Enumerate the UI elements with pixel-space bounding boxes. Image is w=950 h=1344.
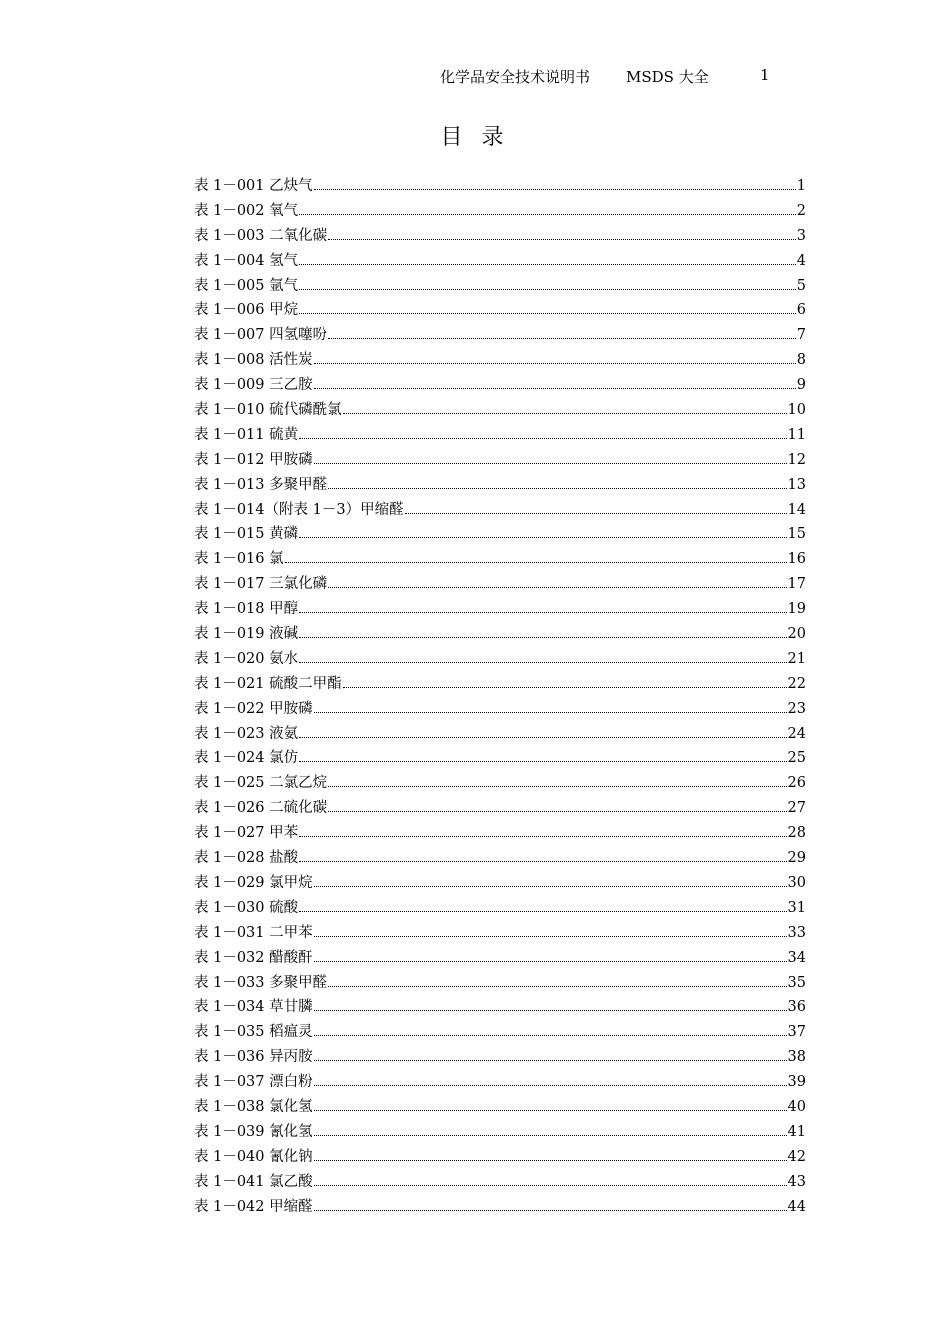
toc-entry-label: 表 1－024 氯仿 (194, 750, 299, 767)
toc-entry-label: 表 1－025 二氯乙烷 (194, 775, 328, 792)
toc-entry-page: 15 (787, 526, 806, 543)
toc-entry[interactable] (194, 498, 806, 523)
toc-dot-leader (314, 712, 787, 713)
toc-entry[interactable] (194, 896, 806, 921)
toc-entry-page: 27 (787, 800, 806, 817)
toc-entry-page: 33 (787, 924, 806, 941)
toc-entry[interactable] (194, 597, 806, 622)
toc-entry-page: 2 (796, 202, 806, 219)
toc-entry-page: 30 (787, 874, 806, 891)
toc-entry-page: 10 (787, 402, 806, 419)
toc-entry-label: 表 1－001 乙炔气 (194, 178, 313, 194)
toc-entry[interactable] (194, 921, 806, 946)
toc-entry-page: 20 (787, 626, 806, 643)
toc-entry-page: 16 (787, 551, 806, 568)
toc-entry[interactable] (194, 1170, 806, 1195)
toc-entry-page: 11 (787, 426, 806, 443)
toc-entry[interactable] (194, 522, 806, 547)
toc-dot-leader (314, 1010, 787, 1011)
toc-entry-page: 22 (787, 675, 806, 692)
toc-entry[interactable] (194, 572, 806, 597)
toc-dot-leader (314, 1210, 787, 1211)
toc-dot-leader (343, 413, 787, 414)
toc-entry-page: 37 (787, 1024, 806, 1041)
toc-entry-page: 38 (787, 1049, 806, 1066)
toc-entry-page: 5 (796, 277, 806, 294)
toc-entry[interactable] (194, 1145, 806, 1170)
toc-dot-leader (314, 1035, 787, 1036)
toc-entry-label: 表 1－012 甲胺磷 (194, 451, 313, 468)
toc-entry[interactable] (194, 1120, 806, 1145)
toc-entry-label: 表 1－034 草甘膦 (194, 999, 313, 1016)
toc-dot-leader (285, 562, 787, 563)
toc-entry-label: 表 1－011 硫黄 (194, 426, 299, 443)
toc-dot-leader (328, 986, 786, 987)
toc-entry-label: 表 1－022 甲胺磷 (194, 700, 313, 717)
toc-dot-leader (328, 811, 786, 812)
toc-entry-label: 表 1－021 硫酸二甲酯 (194, 675, 342, 692)
toc-dot-leader (314, 961, 787, 962)
toc-entry[interactable] (194, 722, 806, 747)
toc-dot-leader (299, 637, 786, 638)
toc-entry-label: 表 1－031 二甲苯 (194, 924, 313, 941)
toc-dot-leader (314, 363, 796, 364)
toc-entry-page: 26 (787, 775, 806, 792)
toc-dot-leader (299, 264, 796, 265)
toc-entry-page: 12 (787, 451, 806, 468)
toc-entry-label: 表 1－005 氩气 (194, 277, 299, 294)
toc-entry-label: 表 1－019 液碱 (194, 626, 299, 643)
toc-entry[interactable] (194, 846, 806, 871)
toc-entry-label: 表 1－040 氰化钠 (194, 1148, 313, 1165)
toc-entry-page: 4 (796, 252, 806, 269)
toc-entry-page: 9 (796, 377, 806, 394)
toc-entry-page: 40 (787, 1098, 806, 1115)
toc-entry-page: 36 (787, 999, 806, 1016)
toc-entry-page: 17 (787, 576, 806, 593)
toc-entry-page: 1 (796, 178, 806, 194)
toc-entry[interactable] (194, 647, 806, 672)
toc-entry-page: 25 (787, 750, 806, 767)
toc-entry[interactable] (194, 746, 806, 771)
toc-entry-label: 表 1－016 氯 (194, 551, 284, 568)
toc-entry-page: 21 (787, 650, 806, 667)
toc-entry[interactable] (194, 249, 806, 274)
toc-dot-leader (314, 1160, 787, 1161)
toc-entry-label: 表 1－027 甲苯 (194, 825, 299, 842)
toc-dot-leader (328, 587, 786, 588)
toc-entry-label: 表 1－039 氰化氢 (194, 1123, 313, 1140)
toc-entry-page: 39 (787, 1074, 806, 1091)
toc-dot-leader (299, 313, 796, 314)
toc-entry-page: 44 (787, 1198, 806, 1215)
toc-dot-leader (299, 214, 796, 215)
toc-entry-page: 14 (787, 501, 806, 518)
toc-entry[interactable] (194, 622, 806, 647)
toc-entry[interactable] (194, 946, 806, 971)
toc-entry-page: 35 (787, 974, 806, 991)
toc-entry[interactable] (194, 199, 806, 224)
toc-entry[interactable] (194, 1095, 806, 1120)
toc-entry[interactable] (194, 473, 806, 498)
toc-dot-leader (299, 761, 786, 762)
toc-entry-label: 表 1－042 甲缩醛 (194, 1198, 313, 1215)
toc-entry[interactable] (194, 995, 806, 1020)
toc-entry[interactable] (194, 398, 806, 423)
toc-entry-label: 表 1－013 多聚甲醛 (194, 476, 328, 493)
toc-dot-leader (299, 662, 786, 663)
toc-entry-page: 29 (787, 850, 806, 867)
toc-entry-label: 表 1－008 活性炭 (194, 352, 313, 369)
toc-dot-leader (314, 388, 796, 389)
toc-entry-label: 表 1－028 盐酸 (194, 850, 299, 867)
toc-dot-leader (314, 189, 796, 190)
toc-entry[interactable] (194, 1195, 806, 1220)
toc-dot-leader (405, 513, 787, 514)
toc-entry-page: 19 (787, 601, 806, 618)
toc-entry-label: 表 1－014（附表 1－3）甲缩醛 (194, 501, 404, 518)
toc-dot-leader (314, 1185, 787, 1186)
toc-dot-leader (299, 836, 786, 837)
header-subtitle: MSDS 大全 (626, 68, 709, 86)
toc-entry-label: 表 1－007 四氢噻吩 (194, 327, 328, 344)
toc-dot-leader (328, 239, 796, 240)
toc-dot-leader (314, 886, 787, 887)
toc-dot-leader (314, 1135, 787, 1136)
toc-entry-label: 表 1－002 氧气 (194, 202, 299, 219)
toc-entry-label: 表 1－017 三氯化磷 (194, 576, 328, 593)
toc-list (194, 174, 806, 1219)
toc-entry-page: 28 (787, 825, 806, 842)
toc-dot-leader (328, 338, 796, 339)
toc-entry-page: 23 (787, 700, 806, 717)
toc-entry-page: 42 (787, 1148, 806, 1165)
toc-entry[interactable] (194, 323, 806, 348)
toc-entry-label: 表 1－010 硫代磷酰氯 (194, 402, 342, 419)
toc-dot-leader (299, 289, 796, 290)
toc-entry[interactable] (194, 1070, 806, 1095)
toc-entry-page: 13 (787, 476, 806, 493)
toc-dot-leader (299, 911, 786, 912)
toc-entry-page: 24 (787, 725, 806, 742)
toc-entry-page: 31 (787, 899, 806, 916)
toc-entry[interactable] (194, 348, 806, 373)
toc-dot-leader (314, 936, 787, 937)
toc-entry[interactable] (194, 373, 806, 398)
toc-dot-leader (299, 438, 786, 439)
toc-entry-page: 34 (787, 949, 806, 966)
toc-entry-label: 表 1－015 黄磷 (194, 526, 299, 543)
toc-entry-page: 3 (796, 227, 806, 244)
toc-entry-label: 表 1－032 醋酸酐 (194, 949, 313, 966)
toc-entry-page: 41 (787, 1123, 806, 1140)
toc-entry-page: 7 (796, 327, 806, 344)
toc-entry[interactable] (194, 796, 806, 821)
toc-entry[interactable] (194, 821, 806, 846)
toc-entry[interactable] (194, 174, 806, 199)
toc-dot-leader (314, 1060, 787, 1061)
toc-entry[interactable] (194, 298, 806, 323)
toc-entry[interactable] (194, 871, 806, 896)
toc-dot-leader (299, 612, 786, 613)
toc-entry-label: 表 1－029 氯甲烷 (194, 874, 313, 891)
toc-entry-label: 表 1－018 甲醇 (194, 601, 299, 618)
toc-entry-label: 表 1－026 二硫化碳 (194, 800, 328, 817)
toc-entry[interactable] (194, 1020, 806, 1045)
toc-entry[interactable] (194, 448, 806, 473)
toc-entry[interactable] (194, 224, 806, 249)
page-header (0, 66, 950, 90)
toc-dot-leader (314, 463, 787, 464)
toc-dot-leader (299, 861, 786, 862)
toc-entry[interactable] (194, 771, 806, 796)
toc-title: 目 录 (440, 125, 510, 150)
toc-entry-label: 表 1－037 漂白粉 (194, 1074, 313, 1091)
toc-entry-label: 表 1－033 多聚甲醛 (194, 974, 328, 991)
toc-dot-leader (328, 786, 786, 787)
toc-entry[interactable] (194, 423, 806, 448)
toc-entry-label: 表 1－004 氢气 (194, 252, 299, 269)
toc-entry[interactable] (194, 697, 806, 722)
toc-dot-leader (328, 488, 786, 489)
toc-entry-page: 6 (796, 302, 806, 319)
toc-entry[interactable] (194, 971, 806, 996)
toc-entry[interactable] (194, 274, 806, 299)
toc-entry-label: 表 1－041 氯乙酸 (194, 1173, 313, 1190)
toc-entry-page: 8 (796, 352, 806, 369)
toc-dot-leader (314, 1085, 787, 1086)
toc-entry-label: 表 1－038 氯化氢 (194, 1098, 313, 1115)
toc-entry[interactable] (194, 547, 806, 572)
toc-entry[interactable] (194, 1045, 806, 1070)
toc-dot-leader (343, 687, 787, 688)
toc-entry-label: 表 1－006 甲烷 (194, 302, 299, 319)
toc-dot-leader (299, 537, 786, 538)
header-page-number: 1 (760, 66, 770, 84)
toc-entry-label: 表 1－023 液氨 (194, 725, 299, 742)
toc-dot-leader (299, 737, 786, 738)
toc-entry-page: 43 (787, 1173, 806, 1190)
toc-entry-label: 表 1－020 氨水 (194, 650, 299, 667)
toc-entry-label: 表 1－003 二氧化碳 (194, 227, 328, 244)
toc-entry[interactable] (194, 672, 806, 697)
toc-entry-label: 表 1－036 异丙胺 (194, 1049, 313, 1066)
toc-dot-leader (314, 1110, 787, 1111)
toc-entry-label: 表 1－035 稻瘟灵 (194, 1024, 313, 1041)
toc-entry-label: 表 1－030 硫酸 (194, 899, 299, 916)
header-title: 化学品安全技术说明书 (440, 68, 591, 86)
toc-entry-label: 表 1－009 三乙胺 (194, 377, 313, 394)
